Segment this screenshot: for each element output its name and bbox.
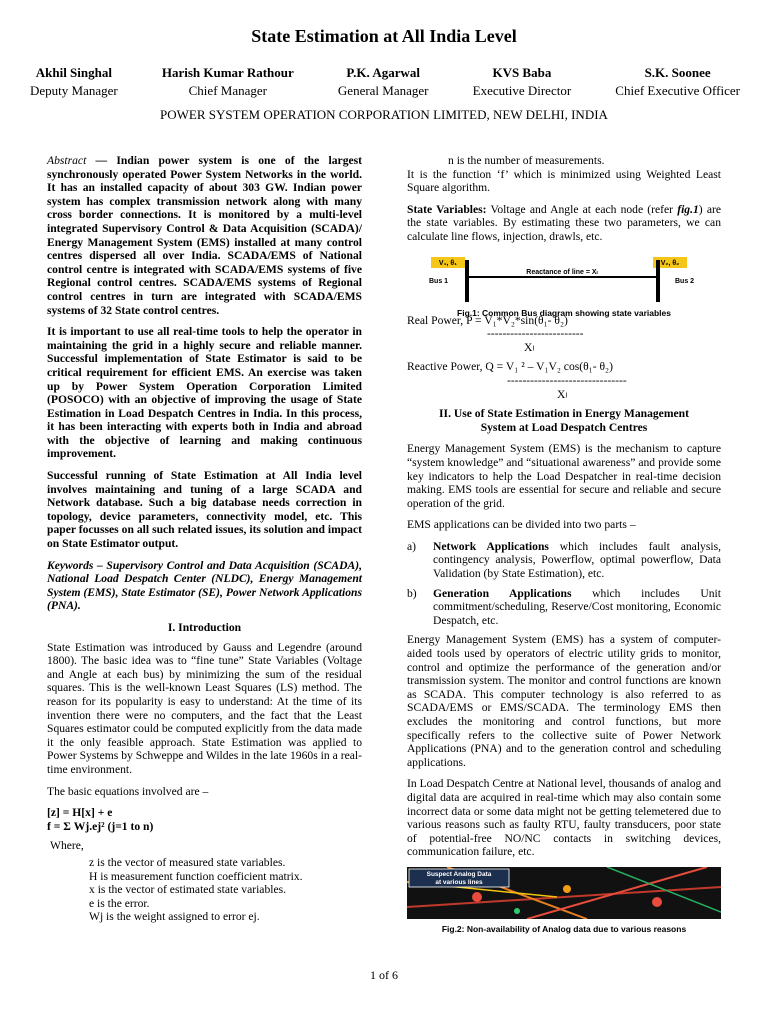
abstract-p1-text: Indian power system is one of the largest synchronously operated Power System Networks in the world. It has an installed capacity of about 303 GW. Indian power system has complex transmission network along with many cross border connections. It is monitored by a multi-level integrated Supervisory Control & Data Acquisition (SCADA)/ Energy Management System (EMS) installed at many control centres dispersed all over India. SCADA/EMS of National control centre is integrated with SCADA/EMS systems of five Regional control centres. SCADA/EMS systems of Regional control centres in turn are integrated with SCADA/EMS systems of 32 State control centres. bbox=[47, 154, 363, 317]
left-column bbox=[47, 154, 362, 924]
ems-paragraph-2: Energy Management System (EMS) has a system of computer-aided tools used by operators of electric utility grids to monitor, control and optimize the performance of the generation and/or transmission system. The monitor and control functions are known as SCADA. This computer technology is also referred to as SCADA/EMS or EMS/SCADA. The terminology EMS then excludes the monitoring and control functions, but more specifically refers to the collective suite of Power Network Applications (PNA) and to the generation control and scheduling applications. bbox=[407, 633, 721, 769]
map-node bbox=[563, 885, 571, 893]
author bbox=[338, 64, 429, 100]
abstract-dash: — bbox=[86, 154, 117, 167]
bus-2-label: Bus 2 bbox=[675, 277, 695, 285]
analog-data-map bbox=[407, 867, 721, 919]
figure-1-caption: Fig.1: Common Bus diagram showing state variables bbox=[457, 308, 671, 319]
bus-diagram bbox=[407, 252, 721, 304]
ems-paragraph: Energy Management System (EMS) is the mechanism to capture “system knowledge” and “situational awareness” and provide some key indicators to help the Load Despatcher in real-time decision making. EMS tools are essential for secure and reliable and secure operation of the grid. bbox=[407, 442, 721, 510]
ems-parts-paragraph: EMS applications can be divided into two parts – bbox=[407, 518, 636, 532]
author-name: Harish Kumar Rathour bbox=[161, 65, 294, 80]
right-column bbox=[407, 154, 721, 936]
list-item bbox=[407, 540, 721, 581]
list-body: which includes Unit commitment/scheduling, Reserve/Cost monitoring, Economic Despatch, etc. bbox=[433, 586, 721, 627]
list-item bbox=[407, 587, 721, 628]
reactive-power-formula: Reactive Power, Q = V₁ ² – V₁V₂ cos(θ₁- θ₂) bbox=[407, 360, 613, 374]
map-node bbox=[514, 908, 520, 914]
reactive-power-divider: ------------------------------- bbox=[507, 373, 627, 387]
author-role: Chief Manager bbox=[188, 83, 267, 98]
abstract-label: Abstract bbox=[47, 154, 87, 167]
organization: POWER SYSTEM OPERATION CORPORATION LIMITED, NEW DELHI, INDIA bbox=[160, 107, 608, 122]
author-name: P.K. Agarwal bbox=[346, 65, 420, 80]
equation-2: f = Σ Wj.ej² (j=1 to n) bbox=[47, 819, 154, 833]
list-bold: Generation Applications bbox=[433, 586, 572, 600]
intro-p2: The basic equations involved are – bbox=[47, 784, 209, 798]
map-node bbox=[472, 892, 482, 902]
reactive-power-denominator: Xₗ bbox=[557, 387, 568, 401]
fig1-ref: fig.1 bbox=[677, 202, 699, 216]
author-name: Akhil Singhal bbox=[35, 65, 112, 80]
author bbox=[30, 64, 118, 100]
real-power-formula: Real Power, P = V₁*V₂*sin(θ₁- θ₂) bbox=[407, 313, 568, 327]
real-power-denominator: Xₗ bbox=[524, 340, 535, 354]
state-variables-label: State Variables: bbox=[407, 202, 487, 216]
suspect-data-label-1: Suspect Analog Data bbox=[426, 870, 492, 878]
definition-item: Wj is the weight assigned to error ej. bbox=[89, 910, 260, 924]
intro-p1: State Estimation was introduced by Gauss and Legendre (around 1800). The basic idea was to “fine tune” State Variables (Voltage and Angle at each bus) by minimizing the sum of the residual squares. This is the well-known Least Squares (LS) method. The reason for its popularity is easy to understand: At the time of its invention there were no computers, and the fact that the Least Squares estimator could be computed explicitly from the data made it the only feasible approach. State Estimation was applied to Power Systems by Schweppe and Wildes in the late 1960s in a real-time environment. bbox=[47, 640, 362, 776]
paper-title: State Estimation at All India Level bbox=[251, 26, 517, 46]
author-name: KVS Baba bbox=[492, 65, 552, 80]
function-paragraph: It is the function ‘f’ which is minimized using Weighted Least Square algorithm. bbox=[407, 167, 721, 195]
map-node bbox=[652, 897, 662, 907]
page-number: 1 of 6 bbox=[370, 968, 398, 982]
definition-item: x is the vector of estimated state variables. bbox=[89, 883, 287, 897]
definition-item: H is measurement function coefficient matrix. bbox=[89, 869, 303, 883]
ldc-paragraph: In Load Despatch Centre at National level, thousands of analog and digital data are acquired in real-time which may also contain some incorrect data or some data might not be getting telemetered due to various reasons such as faulty RTU, faulty transducers, poor state of potential-free NO/NC contacts in switching devices, communication failure, etc. bbox=[407, 777, 721, 859]
figure-2-caption: Fig.2: Non-availability of Analog data due to various reasons bbox=[441, 923, 687, 934]
author-role: Chief Executive Officer bbox=[615, 83, 740, 98]
definition-item: z is the vector of measured state variables. bbox=[89, 855, 286, 869]
n-definition: n is the number of measurements. bbox=[448, 154, 605, 167]
abstract-p2: It is important to use all real-time tools to help the operator in maintaining the grid in a highly secure and reliable manner. Successful implementation of State Estimator is said to be critical requirement for efficient EMS. An exercise was taken up by Power System Operation Corporation Limited (POSOCO) with an objective of improving the usage of State Estimation in Load Despatch Centres in India. In this process, it has been interacting with experts both in India and abroad with the objective of learning and making continuous improvement. bbox=[47, 325, 362, 461]
list-text bbox=[433, 540, 721, 581]
abstract-p1 bbox=[47, 154, 362, 317]
list-bold: Network Applications bbox=[433, 539, 549, 553]
author-list bbox=[30, 64, 740, 100]
v1-label: V₁, θ₁ bbox=[438, 259, 458, 267]
where-label: Where, bbox=[50, 839, 84, 853]
author bbox=[162, 64, 294, 100]
author bbox=[473, 64, 572, 100]
state-variables-paragraph bbox=[407, 203, 721, 244]
bus-1-label: Bus 1 bbox=[429, 277, 449, 285]
list-label: b) bbox=[407, 586, 417, 600]
sv-text2: ) are the state variables. By estimating these two parameters, we can calculate line flows, injection, drawls, etc. bbox=[407, 202, 721, 243]
bus-1-bar bbox=[465, 260, 469, 302]
author-role: Deputy Manager bbox=[30, 83, 118, 98]
abstract-p3: Successful running of State Estimation at All India level involves maintaining and tuning of a large SCADA and Network database. Such a big database needs correction in topology, device parameters, connectivity model, etc. This paper focusses on all such related issues, its solution and impact on State Estimator output. bbox=[47, 469, 362, 551]
list-text bbox=[433, 587, 721, 628]
keywords: Keywords – Supervisory Control and Data Acquisition (SCADA), National Load Despatch Center (NLDC), Energy Management System (EMS), State Estimator (SE), Power Network Applications (PNA). bbox=[47, 558, 362, 613]
author-role: General Manager bbox=[337, 83, 429, 98]
reactance-label: Reactance of line = Xₗ bbox=[526, 268, 598, 276]
author-role: Executive Director bbox=[472, 83, 572, 98]
section-heading-introduction: I. Introduction bbox=[167, 621, 242, 634]
equation-1: [z] = H[x] + e bbox=[47, 806, 113, 820]
real-power-divider: ------------------------- bbox=[487, 327, 584, 341]
v2-label: V₂, θ₂ bbox=[660, 259, 680, 267]
suspect-data-label-2: at various lines bbox=[435, 878, 483, 886]
section-heading-ems-line2: System at Load Despatch Centres bbox=[480, 420, 648, 434]
figure-1 bbox=[407, 252, 721, 319]
section-heading-ems bbox=[407, 407, 721, 434]
bus-2-bar bbox=[656, 260, 660, 302]
list-label: a) bbox=[407, 539, 417, 553]
list-body: which includes fault analysis, contingency analysis, Powerflow, optimal powerflow, Data Validation (by State Estimation), etc. bbox=[433, 539, 721, 581]
figure-2 bbox=[407, 867, 721, 936]
author bbox=[615, 64, 740, 100]
sv-text1: Voltage and Angle at each node (refer bbox=[486, 202, 678, 216]
definition-item: e is the error. bbox=[89, 896, 150, 910]
author-name: S.K. Soonee bbox=[644, 65, 711, 80]
section-heading-ems-line1: II. Use of State Estimation in Energy Management bbox=[439, 407, 689, 421]
